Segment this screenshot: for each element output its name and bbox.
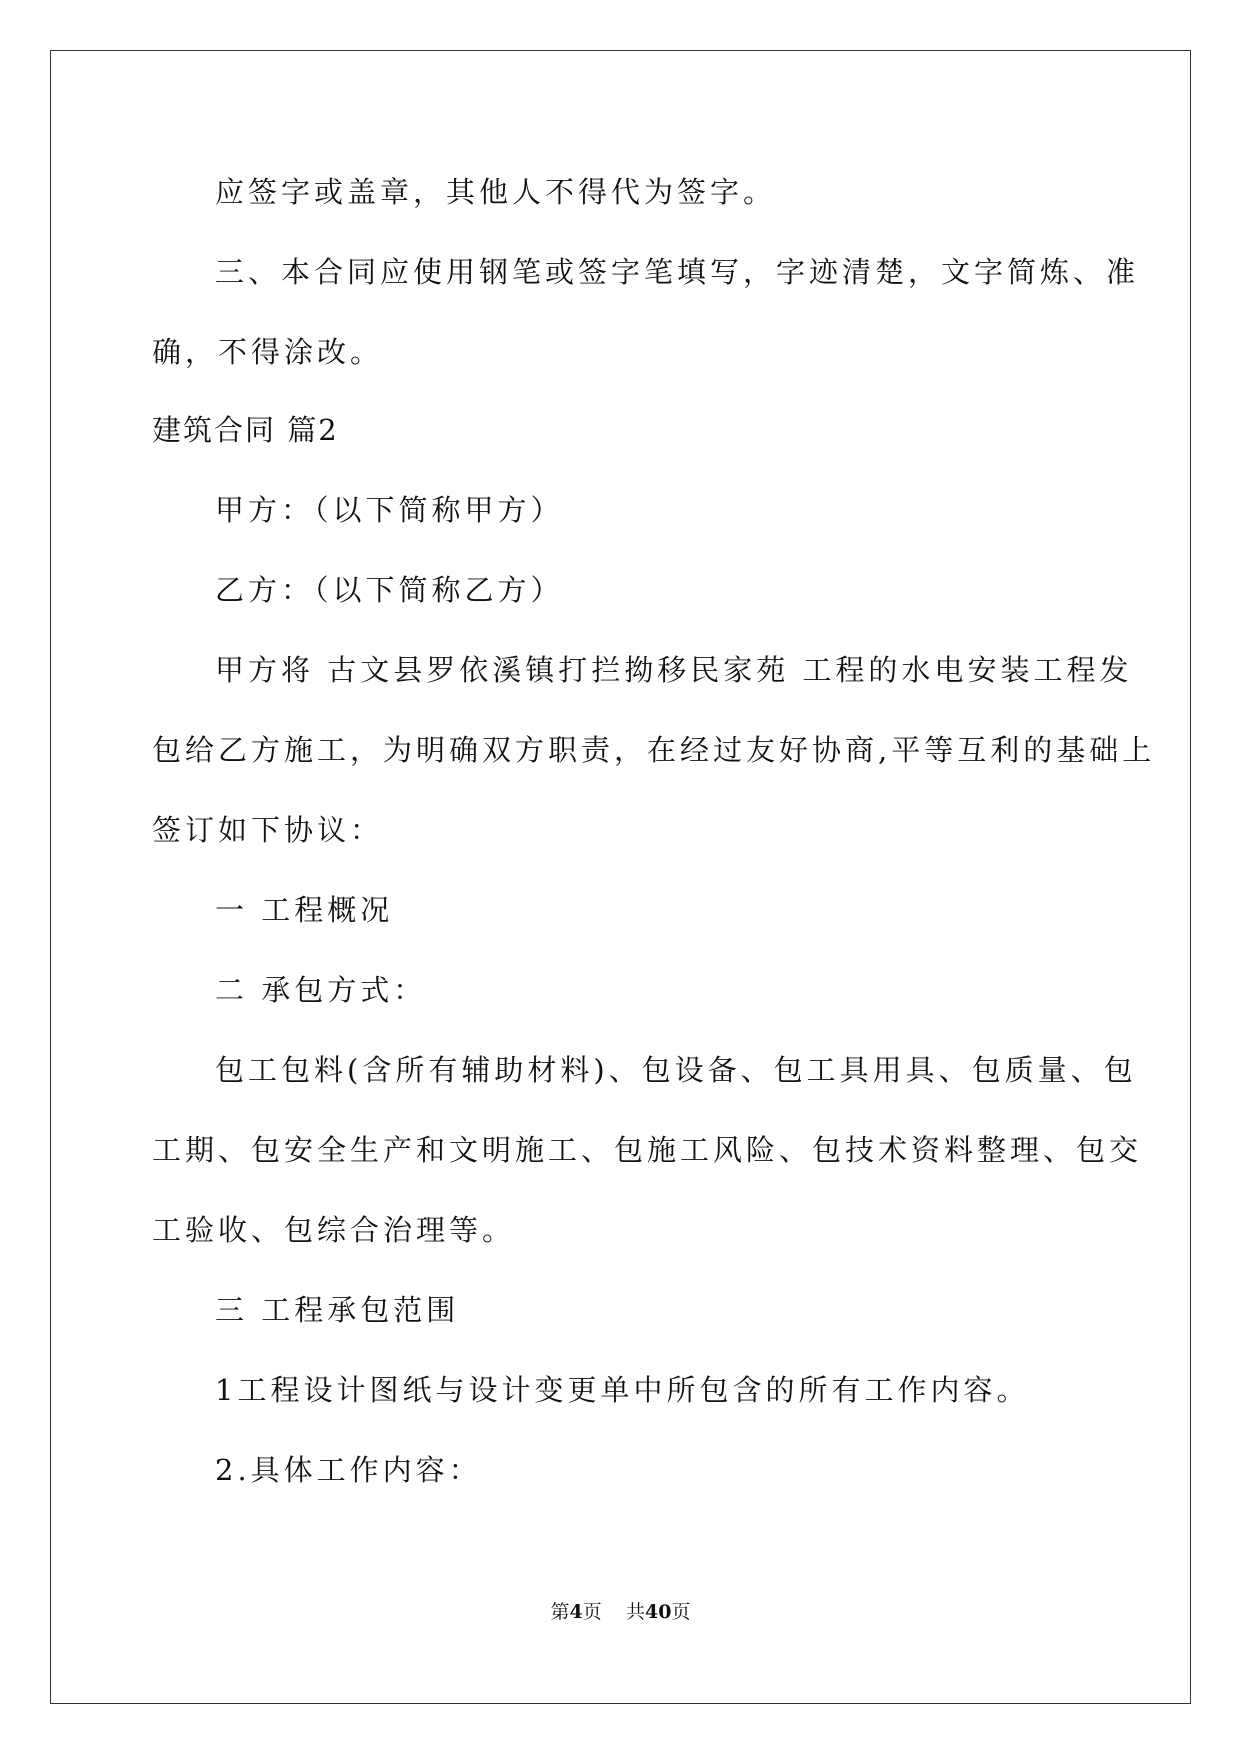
text-line: 甲方：（以下简称甲方） bbox=[215, 493, 564, 527]
text-line: 工验收、包综合治理等。 bbox=[152, 1213, 516, 1247]
page-footer bbox=[0, 1603, 1241, 1622]
text-line: 签订如下协议： bbox=[152, 813, 384, 847]
footer-total-pages: 40 bbox=[644, 1601, 672, 1623]
footer-total-suffix: 页 bbox=[671, 1601, 691, 1623]
footer-page-suffix: 页 bbox=[582, 1601, 602, 1623]
text-line: 三、本合同应使用钢笔或签字笔填写，字迹清楚，文字简炼、准 bbox=[215, 255, 1140, 289]
footer-total-prefix: 共 bbox=[625, 1601, 645, 1623]
text-line: 三 工程承包范围 bbox=[215, 1293, 460, 1327]
text-line: 乙方：（以下简称乙方） bbox=[215, 573, 564, 607]
text-line: 确，不得涂改。 bbox=[152, 335, 384, 369]
text-line: 工期、包安全生产和文明施工、包施工风险、包技术资料整理、包交 bbox=[152, 1133, 1143, 1167]
text-line: 2.具体工作内容： bbox=[215, 1453, 482, 1487]
text-line: 包给乙方施工，为明确双方职责，在经过友好协商,平等互利的基础上 bbox=[152, 733, 1156, 767]
text-line: 包工包料(含所有辅助材料)、包设备、包工具用具、包质量、包 bbox=[215, 1053, 1137, 1087]
text-line: 一 工程概况 bbox=[215, 893, 394, 927]
text-line: 甲方将 古文县罗依溪镇打拦拗移民家苑 工程的水电安装工程发 bbox=[215, 653, 1133, 687]
text-line: 二 承包方式： bbox=[215, 973, 427, 1007]
footer-page-prefix: 第 bbox=[550, 1601, 570, 1623]
text-line: 应签字或盖章，其他人不得代为签字。 bbox=[215, 175, 777, 209]
footer-page-number: 4 bbox=[569, 1601, 583, 1623]
section-heading: 建筑合同 篇2 bbox=[152, 413, 339, 447]
text-line: 1工程设计图纸与设计变更单中所包含的所有工作内容。 bbox=[215, 1373, 1030, 1407]
